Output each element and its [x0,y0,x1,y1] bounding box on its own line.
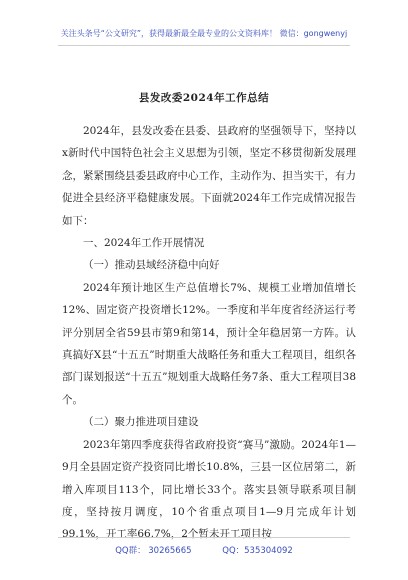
body-paragraph: 2024年预计地区生产总值增长7%、规模工业增加值增长12%、固定资产投资增长12%。一季度和半年度省经济运行考评分别居全省59县市第9和第14，预计全年稳居第一方阵。认真搞好X县“十五五”时期重大战略任务和重大工程项目，组织各部门谋划报送“十五五”规划重大战略任务7条、重大工程项目38个。 [62,281,356,406]
subsection-heading: （一）推动县域经济稳中向好 [83,259,220,272]
footer-divider [58,537,350,538]
section-heading: 一、2024年工作开展情况 [83,237,205,250]
qq-group-text: QQ群： 30265665 [115,546,192,556]
subsection-heading: （二）聚力推进项目建设 [83,416,199,429]
body-paragraph: 2023年第四季度获得省政府投资“赛马”激励。2024年1—9月全县固定资产投资同比增长10.8%，三县一区位居第二，新增入库项目113个，同比增长33个。落实县领导联系项目制度，坚持按月调度，10个省重点项目1—9月完成年计划99.1%，开工率66.7%，2个暂未开工项目按 [62,438,356,541]
page-footer [0,544,408,556]
header-divider [58,45,350,46]
document-body [62,120,356,546]
page-header: 关注头条号“公文研究”，获得最新最全最专业的公文资料库！ 微信：gongwenyj [60,29,348,38]
qq-contact-text: QQ：535304092 [222,546,293,556]
document-title: 县发改委2024年工作总结 [138,92,270,104]
intro-paragraph: 2024年，县发改委在县委、县政府的坚强领导下，坚持以x新时代中国特色社会主义思想为引领，坚定不移贯彻新发展理念，紧紧围绕县委县政府中心工作，主动作为、担当实干，有力促进全县经济平稳健康发展。下面就2024年工作完成情况报告如下： [62,125,356,227]
